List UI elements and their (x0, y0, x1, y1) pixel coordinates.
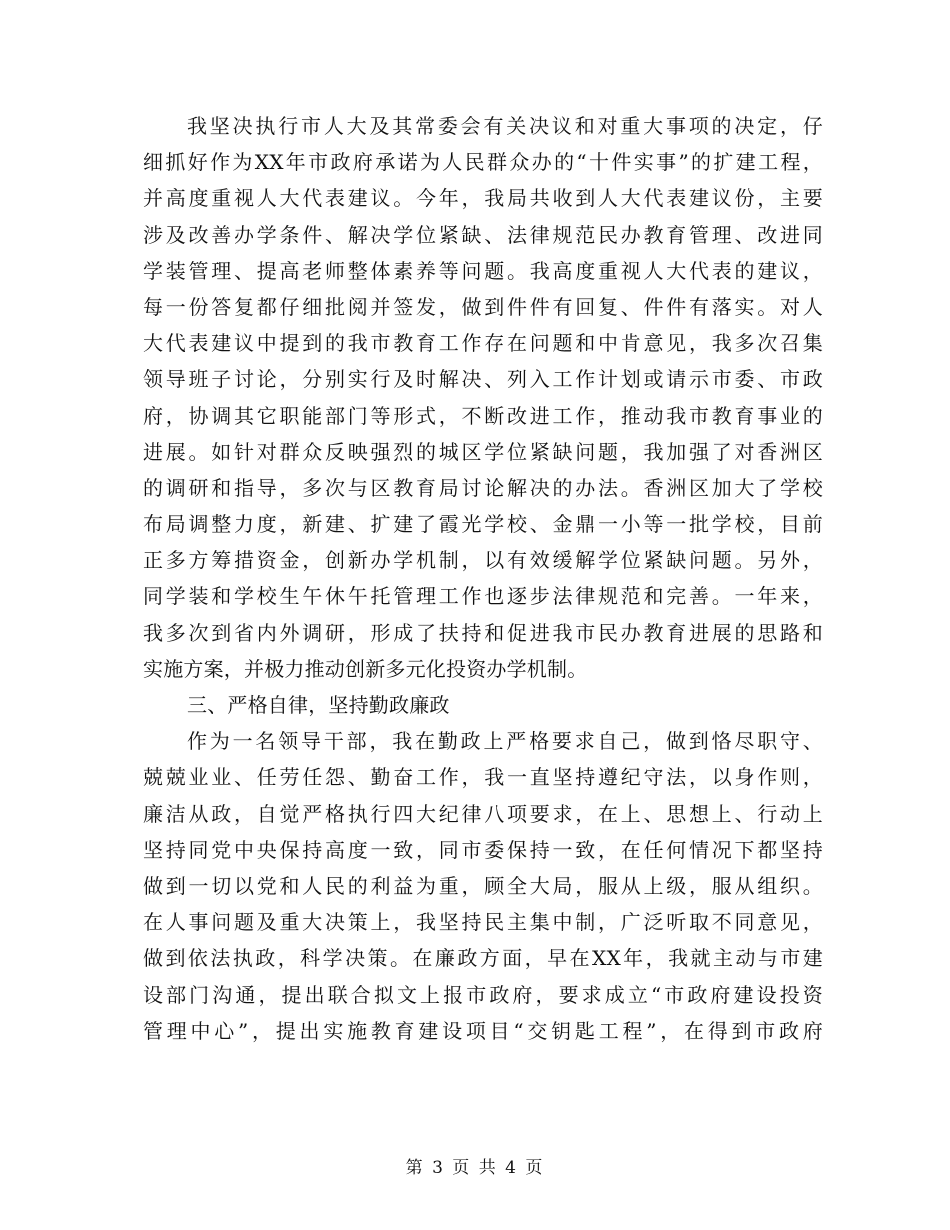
text-line: 府，协调其它职能部门等形式，不断改进工作，推动我市教育事业的 (143, 403, 823, 428)
text-line: 在人事问题及重大决策上，我坚持民主集中制，广泛听取不同意见， (143, 910, 823, 935)
text-line: 做到一切以党和人民的利益为重，顾全大局，服从上级，服从组织。 (143, 873, 823, 898)
text-line: 并高度重视人大代表建议。今年，我局共收到人大代表建议份，主要 (143, 186, 823, 211)
section-heading-text: 三、严格自律，坚持勤政廉政 (187, 693, 450, 717)
text-line: 细抓好作为XX年市政府承诺为人民群众办的“十件实事”的扩建工程， (143, 150, 823, 175)
paragraph-2 (143, 723, 823, 1049)
text-line: 实施方案，并极力推动创新多元化投资办学机制。 (143, 656, 588, 681)
section-heading (143, 687, 823, 723)
text-line: 进展。如针对群众反映强烈的城区学位紧缺问题，我加强了对香洲区 (143, 439, 823, 464)
text-line: 学装管理、提高老师整体素养等问题。我高度重视人大代表的建议， (143, 258, 823, 283)
text-line: 设部门沟通，提出联合拟文上报市政府，要求成立“市政府建设投资 (143, 982, 823, 1007)
document-body (143, 108, 823, 1049)
text-line: 我坚决执行市人大及其常委会有关决议和对重大事项的决定，仔 (187, 114, 823, 138)
text-line: 管理中心”，提出实施教育建设项目“交钥匙工程”，在得到市政府 (143, 1018, 823, 1043)
paragraph-1 (143, 108, 823, 687)
text-line: 兢兢业业、任劳任怨、勤奋工作，我一直坚持遵纪守法，以身作则， (143, 765, 823, 790)
text-line: 涉及改善办学条件、解决学位紧缺、法律规范民办教育管理、改进同 (143, 222, 823, 247)
text-line: 坚持同党中央保持高度一致，同市委保持一致，在任何情况下都坚持 (143, 837, 823, 862)
text-line: 我多次到省内外调研，形成了扶持和促进我市民办教育进展的思路和 (143, 620, 823, 645)
text-line: 做到依法执政，科学决策。在廉政方面，早在XX年，我就主动与市建 (143, 946, 823, 971)
text-line: 同学装和学校生午休午托管理工作也逐步法律规范和完善。一年来， (143, 584, 823, 609)
text-line: 每一份答复都仔细批阅并签发，做到件件有回复、件件有落实。对人 (143, 294, 823, 319)
page-footer: 第 3 页 共 4 页 (405, 1158, 545, 1178)
text-line: 领导班子讨论，分别实行及时解决、列入工作计划或请示市委、市政 (143, 367, 823, 392)
text-line: 廉洁从政，自觉严格执行四大纪律八项要求，在上、思想上、行动上 (143, 801, 823, 826)
text-line: 的调研和指导，多次与区教育局讨论解决的办法。香洲区加大了学校 (143, 475, 823, 500)
text-line: 布局调整力度，新建、扩建了霞光学校、金鼎一小等一批学校，目前 (143, 512, 823, 537)
text-line: 大代表建议中提到的我市教育工作存在问题和中肯意见，我多次召集 (143, 331, 823, 356)
text-line: 正多方筹措资金，创新办学机制，以有效缓解学位紧缺问题。另外， (143, 548, 823, 573)
text-line: 作为一名领导干部，我在勤政上严格要求自己，做到恪尽职守、 (187, 729, 823, 754)
